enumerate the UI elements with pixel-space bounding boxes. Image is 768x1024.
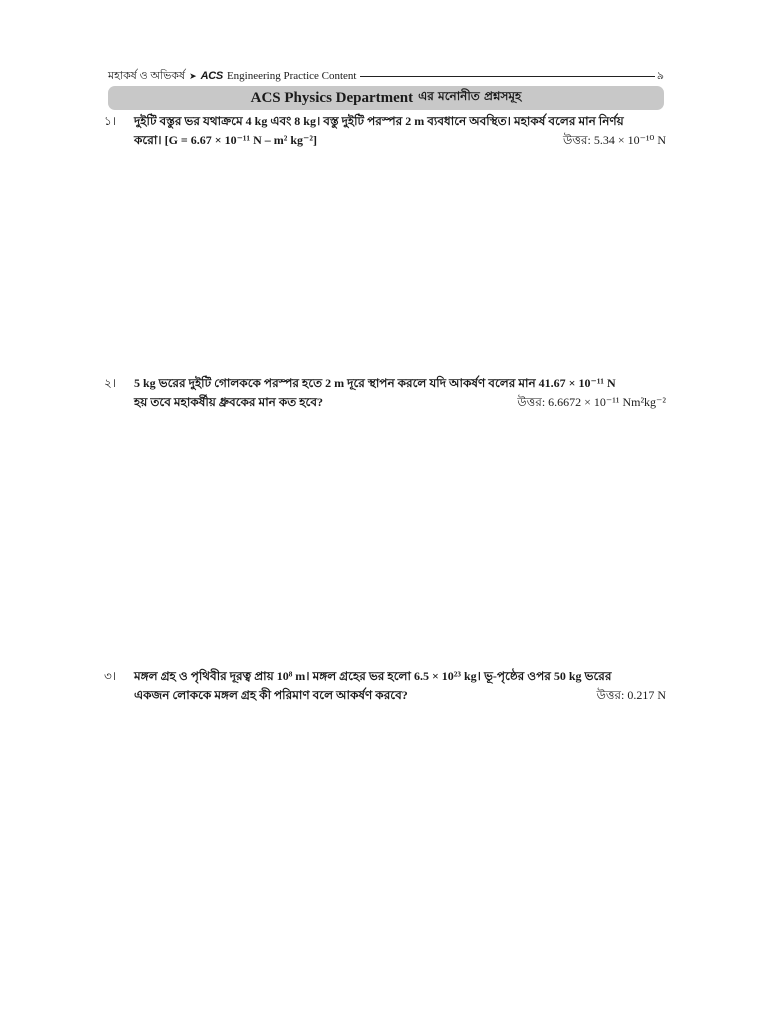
- page-header: [108, 68, 664, 84]
- question-number: ৩।: [104, 669, 117, 683]
- question-text-line2: করো। [G = 6.67 × 10⁻¹¹ N – m² kg⁻²]: [134, 133, 317, 147]
- section-banner: [108, 86, 664, 110]
- question-text-line1: 5 kg ভরের দুইটি গোলককে পরস্পর হতে 2 m দূরে স্থাপন করলে যদি আকর্ষণ বলের মান 41.67 × 10⁻¹¹ N: [134, 376, 616, 390]
- header-rule: [360, 76, 654, 77]
- answer-text: উত্তর: 5.34 × 10⁻¹⁰ N: [562, 133, 666, 147]
- question-number: ১।: [104, 114, 117, 128]
- header-subtitle: Engineering Practice Content: [226, 70, 357, 82]
- banner-title-en: ACS Physics Department: [250, 89, 414, 106]
- answer-text: উত্তর: 6.6672 × 10⁻¹¹ Nm²kg⁻²: [517, 395, 666, 409]
- question-text-line1: মঙ্গল গ্রহ ও পৃথিবীর দূরত্ব প্রায় 10⁸ m। মঙ্গল গ্রহের ভর হলো 6.5 × 10²³ kg। ভূ-পৃষ্ঠের ওপর 50 kg ভরের: [134, 669, 612, 683]
- question-2: [104, 374, 666, 412]
- question-3: [104, 667, 666, 705]
- breadcrumb-chapter: মহাকর্ষ ও অভিকর্ষ: [108, 69, 186, 82]
- question-text-line1: দুইটি বস্তুর ভর যথাক্রমে 4 kg এবং 8 kg। বস্তু দুইটি পরস্পর 2 m ব্যবধানে অবস্থিত। মহাকর্ষ বলের মান নির্ণয়: [134, 114, 624, 128]
- question-text-line2: একজন লোককে মঙ্গল গ্রহ কী পরিমাণ বলে আকর্ষণ করবে?: [134, 688, 408, 702]
- acs-logo: ACS: [200, 70, 223, 82]
- page-number: ৯: [656, 69, 664, 82]
- question-number: ২।: [104, 376, 117, 390]
- answer-text: উত্তর: 0.217 N: [596, 688, 666, 702]
- question-1: [104, 112, 666, 150]
- breadcrumb-arrow-icon: ➤: [189, 70, 197, 81]
- question-text-line2: হয় তবে মহাকর্ষীয় ধ্রুবকের মান কত হবে?: [134, 395, 324, 409]
- banner-title-bn: এর মনোনীত প্রশ্নসমূহ: [418, 89, 522, 103]
